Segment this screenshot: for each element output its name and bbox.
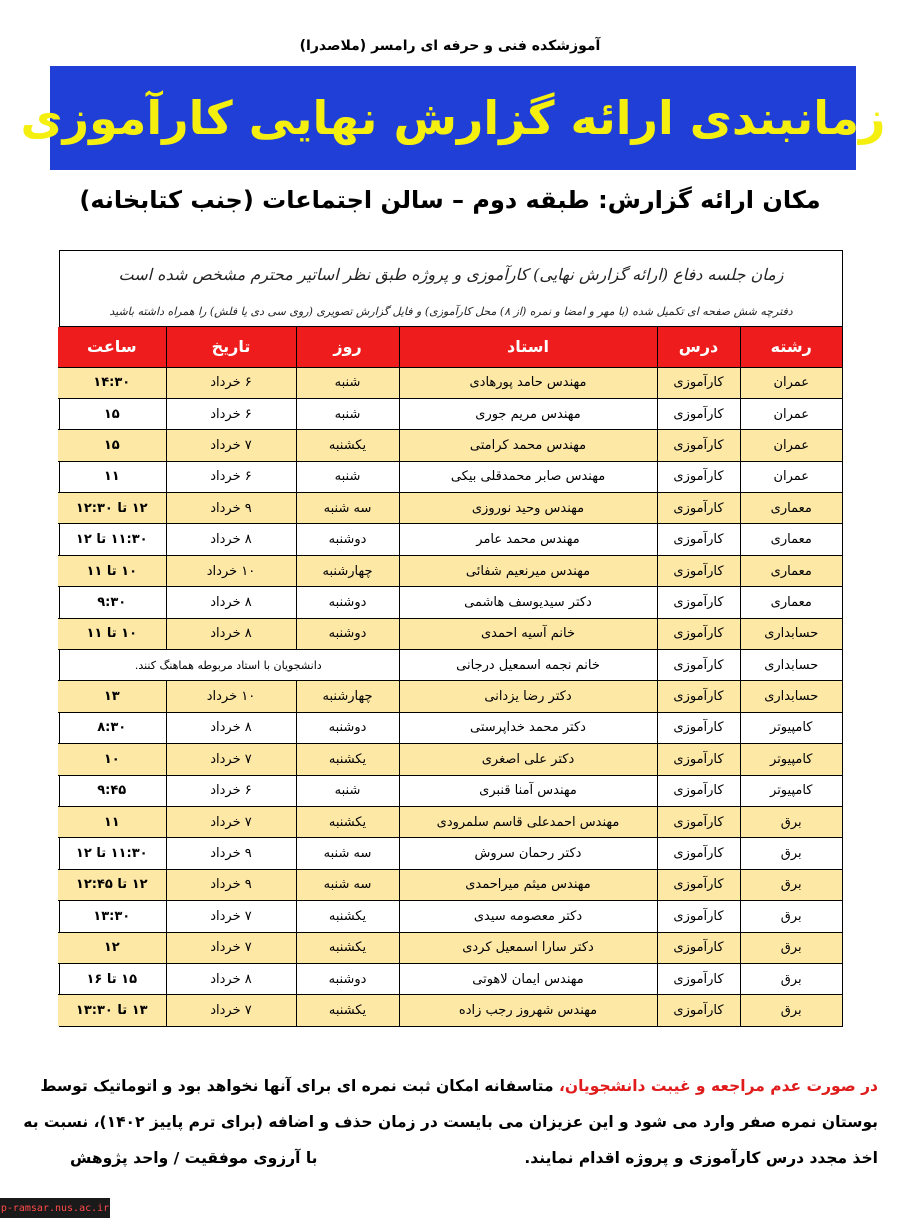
cell-instructor: مهندس مریم جوری: [399, 398, 657, 429]
cell-field: معماری: [740, 524, 842, 555]
table-row: [58, 555, 842, 586]
cell-time: ۱۳ تا ۱۳:۳۰: [58, 995, 166, 1026]
cell-field: معماری: [740, 587, 842, 618]
table-row: [58, 461, 842, 492]
footer-line-2: بوستان نمره صفر وارد می شود و این عزیزان می بایست در زمان حذف و اضافه (برای ترم پاییز ۱۴۰۲)، نسبت به: [23, 1113, 878, 1131]
cell-date: ۷ خرداد: [166, 430, 296, 461]
cell-date: ۷ خرداد: [166, 744, 296, 775]
cell-field: برق: [740, 838, 842, 869]
cell-instructor: خانم آسیه احمدی: [399, 618, 657, 649]
cell-date: ۸ خرداد: [166, 712, 296, 743]
cell-time: ۱۱:۳۰ تا ۱۲: [58, 838, 166, 869]
header-day: روز: [296, 327, 399, 367]
cell-field: حسابداری: [740, 618, 842, 649]
cell-date: ۹ خرداد: [166, 838, 296, 869]
header-instructor: استاد: [399, 327, 657, 367]
cell-merged-note: دانشجویان با استاد مربوطه هماهنگ کنند.: [58, 650, 399, 681]
cell-course: کارآموزی: [657, 963, 740, 994]
cell-day: یکشنبه: [296, 430, 399, 461]
cell-date: ۱۰ خرداد: [166, 681, 296, 712]
cell-date: ۷ خرداد: [166, 806, 296, 837]
footer-line-1: [22, 1068, 878, 1104]
header-field: رشته: [740, 327, 842, 367]
table-row: [58, 712, 842, 743]
table-body: [58, 367, 842, 1026]
note-line-1: زمان جلسه دفاع (ارائه گزارش نهایی) کارآموزی و پروژه طبق نظر اساتیر محترم مشخص شده است: [118, 264, 784, 284]
cell-day: سه شنبه: [296, 838, 399, 869]
cell-field: عمران: [740, 398, 842, 429]
cell-date: ۸ خرداد: [166, 618, 296, 649]
schedule-table: [58, 327, 842, 1026]
cell-date: ۶ خرداد: [166, 461, 296, 492]
cell-day: سه شنبه: [296, 869, 399, 900]
cell-course: کارآموزی: [657, 618, 740, 649]
cell-day: دوشنبه: [296, 618, 399, 649]
cell-time: ۱۲ تا ۱۲:۴۵: [58, 869, 166, 900]
cell-field: حسابداری: [740, 681, 842, 712]
cell-field: حسابداری: [740, 650, 842, 681]
header-date: تاریخ: [166, 327, 296, 367]
cell-course: کارآموزی: [657, 493, 740, 524]
cell-time: ۱۳: [58, 681, 166, 712]
cell-course: کارآموزی: [657, 775, 740, 806]
cell-day: یکشنبه: [296, 806, 399, 837]
cell-day: چهارشنبه: [296, 681, 399, 712]
cell-course: کارآموزی: [657, 555, 740, 586]
cell-instructor: مهندس محمد کرامتی: [399, 430, 657, 461]
cell-time: ۱۲: [58, 932, 166, 963]
cell-date: ۷ خرداد: [166, 932, 296, 963]
cell-instructor: دکتر سیدیوسف هاشمی: [399, 587, 657, 618]
cell-day: یکشنبه: [296, 901, 399, 932]
cell-time: ۱۱:۳۰ تا ۱۲: [58, 524, 166, 555]
table-row: [58, 398, 842, 429]
cell-time: ۱۰ تا ۱۱: [58, 555, 166, 586]
footer-notice: [22, 1068, 878, 1176]
table-row: [58, 963, 842, 994]
cell-instructor: مهندس ایمان لاهوتی: [399, 963, 657, 994]
table-row: [58, 932, 842, 963]
cell-course: کارآموزی: [657, 806, 740, 837]
cell-date: ۸ خرداد: [166, 524, 296, 555]
cell-day: شنبه: [296, 398, 399, 429]
cell-day: چهارشنبه: [296, 555, 399, 586]
cell-instructor: مهندس شهروز رجب زاده: [399, 995, 657, 1026]
cell-time: ۱۱: [58, 461, 166, 492]
cell-course: کارآموزی: [657, 712, 740, 743]
table-row: [58, 367, 842, 398]
cell-field: کامپیوتر: [740, 775, 842, 806]
cell-course: کارآموزی: [657, 681, 740, 712]
cell-course: کارآموزی: [657, 838, 740, 869]
cell-day: یکشنبه: [296, 744, 399, 775]
cell-field: برق: [740, 806, 842, 837]
cell-time: ۹:۳۰: [58, 587, 166, 618]
table-row: [58, 995, 842, 1026]
cell-date: ۹ خرداد: [166, 493, 296, 524]
table-row: [58, 838, 842, 869]
footer-line-3: [22, 1140, 878, 1176]
cell-time: ۱۲ تا ۱۲:۳۰: [58, 493, 166, 524]
table-row: [58, 901, 842, 932]
institute-name: آموزشکده فنی و حرفه ای رامسر (ملاصدرا): [299, 38, 601, 54]
cell-field: معماری: [740, 493, 842, 524]
cell-date: ۸ خرداد: [166, 587, 296, 618]
cell-instructor: مهندس وحید نوروزی: [399, 493, 657, 524]
cell-field: برق: [740, 901, 842, 932]
cell-field: برق: [740, 995, 842, 1026]
cell-course: کارآموزی: [657, 650, 740, 681]
table-row: [58, 806, 842, 837]
header-time: ساعت: [58, 327, 166, 367]
cell-instructor: مهندس میرنعیم شفائی: [399, 555, 657, 586]
cell-course: کارآموزی: [657, 367, 740, 398]
table-header-row: [58, 327, 842, 367]
cell-course: کارآموزی: [657, 524, 740, 555]
cell-instructor: مهندس حامد پورهادی: [399, 367, 657, 398]
cell-instructor: دکتر علی اصغری: [399, 744, 657, 775]
cell-instructor: مهندس صابر محمدقلی بیکی: [399, 461, 657, 492]
cell-instructor: مهندس احمدعلی قاسم سلمرودی: [399, 806, 657, 837]
schedule-table-wrap: [59, 250, 843, 1027]
cell-instructor: دکتر رحمان سروش: [399, 838, 657, 869]
cell-day: شنبه: [296, 367, 399, 398]
cell-instructor: مهندس آمنا قنبری: [399, 775, 657, 806]
cell-day: دوشنبه: [296, 587, 399, 618]
cell-field: برق: [740, 963, 842, 994]
cell-course: کارآموزی: [657, 995, 740, 1026]
cell-instructor: مهندس محمد عامر: [399, 524, 657, 555]
cell-course: کارآموزی: [657, 932, 740, 963]
table-row: [58, 493, 842, 524]
cell-day: شنبه: [296, 461, 399, 492]
cell-field: برق: [740, 932, 842, 963]
footer-warning-red: در صورت عدم مراجعه و غیبت دانشجویان،: [558, 1077, 878, 1095]
cell-field: برق: [740, 869, 842, 900]
cell-course: کارآموزی: [657, 461, 740, 492]
table-row: [58, 681, 842, 712]
cell-instructor: دکتر رضا یزدانی: [399, 681, 657, 712]
table-row: [58, 430, 842, 461]
table-row: [58, 618, 842, 649]
cell-time: ۱۵: [58, 398, 166, 429]
cell-instructor: دکتر سارا اسمعیل کردی: [399, 932, 657, 963]
cell-time: ۱۵ تا ۱۶: [58, 963, 166, 994]
location-line: مکان ارائه گزارش: طبقه دوم – سالن اجتماعات (جنب کتابخانه): [79, 186, 821, 214]
cell-time: ۱۳:۳۰: [58, 901, 166, 932]
footer-line-1-rest: متاسفانه امکان ثبت نمره ای برای آنها نخواهد بود و اتوماتیک توسط: [40, 1077, 559, 1095]
table-row: [58, 587, 842, 618]
cell-time: ۸:۳۰: [58, 712, 166, 743]
cell-time: ۹:۴۵: [58, 775, 166, 806]
cell-course: کارآموزی: [657, 587, 740, 618]
cell-field: عمران: [740, 367, 842, 398]
cell-time: ۱۴:۳۰: [58, 367, 166, 398]
table-row: [58, 744, 842, 775]
site-watermark: p-ramsar.nus.ac.ir: [0, 1198, 110, 1218]
cell-field: کامپیوتر: [740, 712, 842, 743]
cell-day: دوشنبه: [296, 712, 399, 743]
cell-course: کارآموزی: [657, 744, 740, 775]
cell-date: ۷ خرداد: [166, 995, 296, 1026]
cell-instructor: دکتر معصومه سیدی: [399, 901, 657, 932]
cell-field: عمران: [740, 430, 842, 461]
cell-day: یکشنبه: [296, 995, 399, 1026]
note-line-2: دفترچه شش صفحه ای تکمیل شده (با مهر و امضا و نمره (از ۸) محل کارآموزی) و فایل گزارش تصویری (روی سی دی یا فلش) را همراه داشته باشید: [60, 297, 842, 327]
footer-line-3-text: اخذ مجدد درس کارآموزی و پروژه اقدام نمایند.: [524, 1149, 878, 1167]
cell-course: کارآموزی: [657, 901, 740, 932]
cell-instructor: خانم نجمه اسمعیل درجانی: [399, 650, 657, 681]
cell-day: دوشنبه: [296, 524, 399, 555]
cell-day: سه شنبه: [296, 493, 399, 524]
cell-course: کارآموزی: [657, 430, 740, 461]
cell-field: عمران: [740, 461, 842, 492]
cell-date: ۸ خرداد: [166, 963, 296, 994]
table-row: [58, 775, 842, 806]
cell-day: شنبه: [296, 775, 399, 806]
table-row: [58, 650, 842, 681]
cell-day: یکشنبه: [296, 932, 399, 963]
cell-time: ۱۰: [58, 744, 166, 775]
footer-wish: با آرزوی موفقیت / واحد پژوهش: [70, 1149, 318, 1167]
cell-course: کارآموزی: [657, 869, 740, 900]
header-course: درس: [657, 327, 740, 367]
cell-time: ۱۰ تا ۱۱: [58, 618, 166, 649]
cell-date: ۷ خرداد: [166, 901, 296, 932]
cell-field: معماری: [740, 555, 842, 586]
page-title: زمانبندی ارائه گزارش نهایی کارآموزی: [20, 91, 886, 145]
table-row: [58, 524, 842, 555]
cell-day: دوشنبه: [296, 963, 399, 994]
cell-date: ۶ خرداد: [166, 398, 296, 429]
cell-instructor: مهندس میثم میراحمدی: [399, 869, 657, 900]
cell-instructor: دکتر محمد خداپرستی: [399, 712, 657, 743]
title-banner: [20, 66, 886, 170]
table-row: [58, 869, 842, 900]
cell-course: کارآموزی: [657, 398, 740, 429]
cell-time: ۱۵: [58, 430, 166, 461]
cell-date: ۹ خرداد: [166, 869, 296, 900]
cell-field: کامپیوتر: [740, 744, 842, 775]
cell-time: ۱۱: [58, 806, 166, 837]
cell-date: ۶ خرداد: [166, 367, 296, 398]
cell-date: ۱۰ خرداد: [166, 555, 296, 586]
cell-date: ۶ خرداد: [166, 775, 296, 806]
